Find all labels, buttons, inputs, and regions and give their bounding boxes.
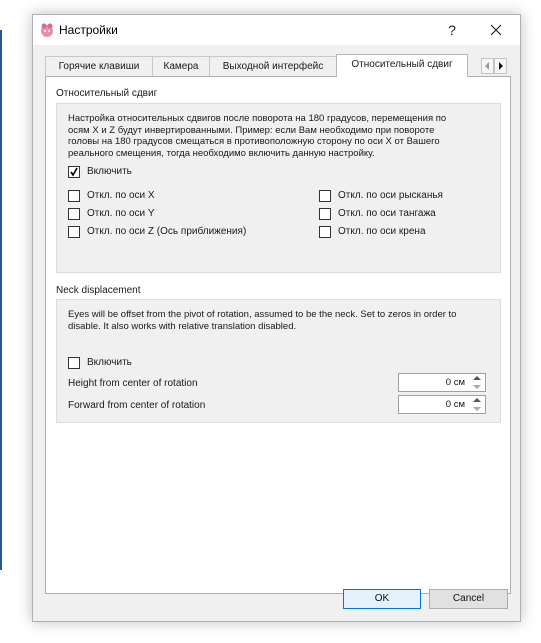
spin-up-icon[interactable] <box>470 396 484 404</box>
tab-bar <box>45 55 511 77</box>
tab-hotkeys[interactable]: Горячие клавиши <box>45 56 153 76</box>
disable-yaw-checkbox[interactable] <box>319 190 331 202</box>
relative-shift-section-title: Относительный сдвиг <box>56 88 158 99</box>
tab-scroll-right-button[interactable] <box>494 58 507 74</box>
ok-button[interactable]: OK <box>343 589 421 609</box>
forward-spinbox[interactable] <box>398 395 486 414</box>
tab-relative-shift[interactable]: Относительный сдвиг <box>336 54 468 77</box>
help-button[interactable]: ? <box>448 22 456 38</box>
window-title: Настройки <box>59 23 118 37</box>
neck-description <box>68 309 456 332</box>
disable-y-checkbox[interactable] <box>68 208 80 220</box>
neck-enable-label: Включить <box>87 357 132 368</box>
forward-value: 0 см <box>445 399 465 410</box>
forward-label: Forward from center of rotation <box>68 400 206 411</box>
height-spinbox[interactable] <box>398 373 486 392</box>
tab-scroll-left-button[interactable] <box>481 58 494 74</box>
close-icon <box>481 17 511 43</box>
relative-enable-checkbox[interactable] <box>68 166 80 178</box>
relative-shift-description <box>68 113 446 159</box>
chevron-right-icon <box>495 59 506 73</box>
neck-enable-checkbox[interactable] <box>68 357 80 369</box>
disable-pitch-checkbox[interactable] <box>319 208 331 220</box>
spin-down-icon[interactable] <box>470 405 484 413</box>
description-line: реального смещения, тогда необходимо включить данную настройку. <box>68 147 375 159</box>
close-button[interactable] <box>481 17 511 43</box>
description-line: осям X и Z будут инвертированными. Пример: если Вам необходимо при повороте <box>68 124 435 136</box>
disable-roll-checkbox[interactable] <box>319 226 331 238</box>
description-line: disable. It also works with relative translation disabled. <box>68 320 297 332</box>
disable-x-checkbox[interactable] <box>68 190 80 202</box>
chevron-left-icon <box>482 59 493 73</box>
relative-enable-label: Включить <box>87 166 132 177</box>
height-value: 0 см <box>445 377 465 388</box>
disable-z-checkbox[interactable] <box>68 226 80 238</box>
description-line: Настройка относительных сдвигов после поворота на 180 градусов, перемещения по <box>68 113 447 124</box>
description-line: головы на 180 градусов смещаться в противоположную сторону по оси X от Вашего <box>68 136 440 147</box>
neck-section-title: Neck displacement <box>56 285 141 296</box>
title-bar[interactable] <box>33 15 520 45</box>
relative-shift-panel <box>45 76 511 594</box>
app-icon <box>39 22 55 38</box>
disable-pitch-label: Откл. по оси тангажа <box>338 208 436 219</box>
disable-roll-label: Откл. по оси крена <box>338 226 426 237</box>
tab-camera[interactable]: Камера <box>152 56 210 76</box>
spin-down-icon[interactable] <box>470 383 484 391</box>
disable-x-label: Откл. по оси X <box>87 190 155 201</box>
relative-shift-group <box>56 103 501 273</box>
tab-output-interface[interactable]: Выходной интерфейс <box>209 56 337 76</box>
height-label: Height from center of rotation <box>68 378 198 389</box>
cancel-button[interactable]: Cancel <box>429 589 508 609</box>
disable-z-label: Откл. по оси Z (Ось приближения) <box>87 226 247 237</box>
disable-y-label: Откл. по оси Y <box>87 208 155 219</box>
disable-yaw-label: Откл. по оси рысканья <box>338 190 443 201</box>
checkmark-icon <box>69 167 79 177</box>
description-line: Eyes will be offset from the pivot of rotation, assumed to be the neck. Set to zeros in order to <box>68 309 457 320</box>
settings-dialog <box>32 14 521 622</box>
spin-up-icon[interactable] <box>470 374 484 382</box>
neck-displacement-group <box>56 299 501 423</box>
background-window-edge <box>0 30 2 570</box>
